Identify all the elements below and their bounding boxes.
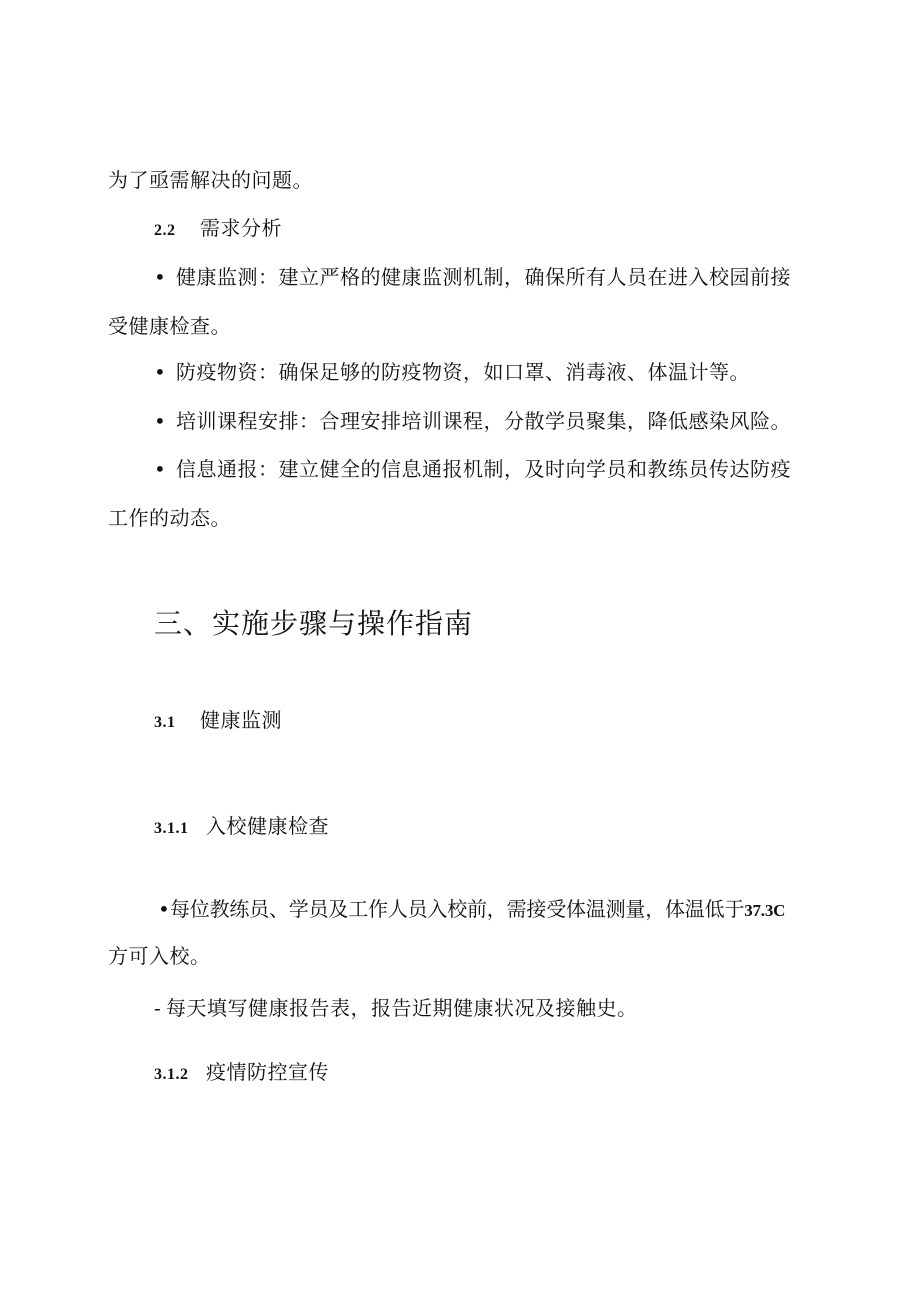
section-heading-3-1-1 [154, 816, 329, 837]
list-item-text: 培训课程安排：合理安排培训课程，分散学员聚集，降低感染风险。 [176, 409, 791, 433]
section-number: 3.1.1 [154, 820, 189, 837]
section-title: 健康监测 [200, 708, 282, 732]
list-item [154, 411, 791, 431]
list-item-text: 每天填写健康报告表，报告近期健康状况及接触史。 [166, 996, 638, 1020]
list-item-continuation: 受健康检查。 [108, 314, 231, 338]
section-title: 需求分析 [200, 216, 282, 240]
bullet: • [154, 360, 167, 384]
list-item-text: 每位教练员、学员及工作人员入校前，需接受体温测量，体温低于 [170, 897, 745, 921]
list-item [158, 899, 785, 919]
list-item [154, 267, 791, 287]
section-heading-3-1-2 [154, 1062, 329, 1083]
list-item-continuation: 工作的动态。 [108, 506, 231, 530]
section-title: 疫情防控宣传 [206, 1060, 329, 1084]
section-number: 3.1.2 [154, 1066, 189, 1083]
list-item-text: 健康监测：建立严格的健康监测机制，确保所有人员在进入校园前接 [176, 265, 791, 289]
section-number: 2.2 [154, 222, 176, 239]
list-item [154, 998, 638, 1018]
list-item-text: 防疫物资：确保足够的防疫物资，如口罩、消毒液、体温计等。 [176, 360, 750, 384]
list-item-continuation: 方可入校。 [108, 944, 211, 968]
section-number: 3.1 [154, 714, 176, 731]
section-heading-2-2 [154, 218, 282, 239]
section-title: 入校健康检查 [206, 814, 329, 838]
chapter-heading: 三、实施步骤与操作指南 [154, 607, 474, 640]
list-item [154, 459, 791, 479]
section-heading-3-1 [154, 710, 282, 731]
bullet: • [154, 409, 167, 433]
paragraph-continuation: 为了亟需解决的问题。 [108, 168, 313, 192]
list-item [154, 362, 750, 382]
bullet: • [154, 265, 167, 289]
bullet: • [158, 897, 170, 921]
temperature-value: 37.3C [744, 901, 786, 920]
list-item-text: 信息通报：建立健全的信息通报机制，及时向学员和教练员传达防疫 [176, 457, 791, 481]
bullet: - [154, 996, 162, 1020]
bullet: • [154, 457, 167, 481]
